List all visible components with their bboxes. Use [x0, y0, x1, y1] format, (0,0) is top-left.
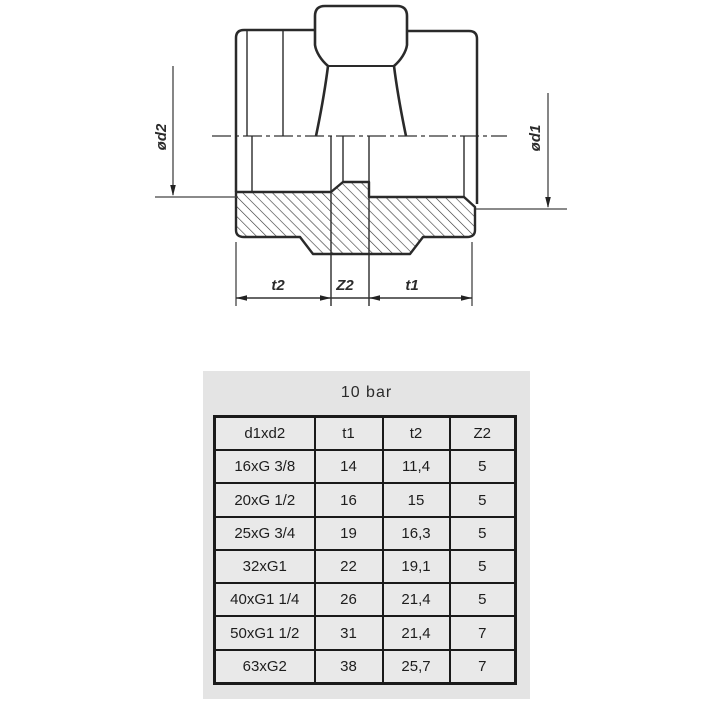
table-row	[215, 616, 516, 649]
fitting-outline	[236, 30, 477, 204]
dimension-label-d2: ød2	[153, 123, 170, 151]
table-cell: 38	[315, 650, 383, 684]
table-cell: 25xG 3/4	[215, 517, 315, 550]
table-cell: 5	[450, 483, 516, 516]
table-cell: 16,3	[383, 517, 450, 550]
dimension-label-t2: t2	[271, 277, 285, 294]
table-cell: 21,4	[383, 583, 450, 616]
table-cell: 15	[383, 483, 450, 516]
table-cell: 16xG 3/8	[215, 450, 315, 483]
bore-lines	[247, 30, 464, 306]
dimension-label-t1: t1	[405, 277, 419, 294]
table-cell: 40xG1 1/4	[215, 583, 315, 616]
table-cell: 7	[450, 650, 516, 684]
table-row	[215, 583, 516, 616]
column-header: Z2	[450, 417, 516, 451]
column-header: t1	[315, 417, 383, 451]
table-header-row	[215, 417, 516, 451]
spec-panel	[203, 371, 530, 699]
table-cell: 31	[315, 616, 383, 649]
union-nut	[315, 6, 407, 136]
dimension-table	[213, 415, 517, 685]
table-row	[215, 550, 516, 583]
table-cell: 20xG 1/2	[215, 483, 315, 516]
table-row	[215, 483, 516, 516]
table-cell: 19	[315, 517, 383, 550]
table-cell: 25,7	[383, 650, 450, 684]
dimension-d1	[476, 93, 567, 209]
table-cell: 5	[450, 583, 516, 616]
hatched-section	[236, 182, 475, 254]
arrow-left-icon	[369, 295, 380, 301]
table-cell: 63xG2	[215, 650, 315, 684]
table-cell: 19,1	[383, 550, 450, 583]
table-cell: 5	[450, 450, 516, 483]
table-title: 10 bar	[340, 384, 393, 401]
table-cell: 22	[315, 550, 383, 583]
table-cell: 16	[315, 483, 383, 516]
table-row	[215, 450, 516, 483]
table-row	[215, 650, 516, 684]
table-cell: 11,4	[383, 450, 450, 483]
table-cell: 7	[450, 616, 516, 649]
table-cell: 32xG1	[215, 550, 315, 583]
table-cell: 26	[315, 583, 383, 616]
arrow-right-icon	[461, 295, 472, 301]
column-header: t2	[383, 417, 450, 451]
table-cell: 5	[450, 550, 516, 583]
dimension-d2	[153, 66, 238, 197]
table-row	[215, 517, 516, 550]
column-header: d1xd2	[215, 417, 315, 451]
table-cell: 14	[315, 450, 383, 483]
table-cell: 5	[450, 517, 516, 550]
arrow-right-icon	[320, 295, 331, 301]
arrow-left-icon	[236, 295, 247, 301]
table-cell: 21,4	[383, 616, 450, 649]
arrow-down-icon	[170, 185, 176, 196]
dimension-label-d1: ød1	[527, 124, 544, 152]
arrow-down-icon	[545, 197, 551, 208]
table-cell: 50xG1 1/2	[215, 616, 315, 649]
dimension-label-z2: Z2	[336, 277, 354, 294]
